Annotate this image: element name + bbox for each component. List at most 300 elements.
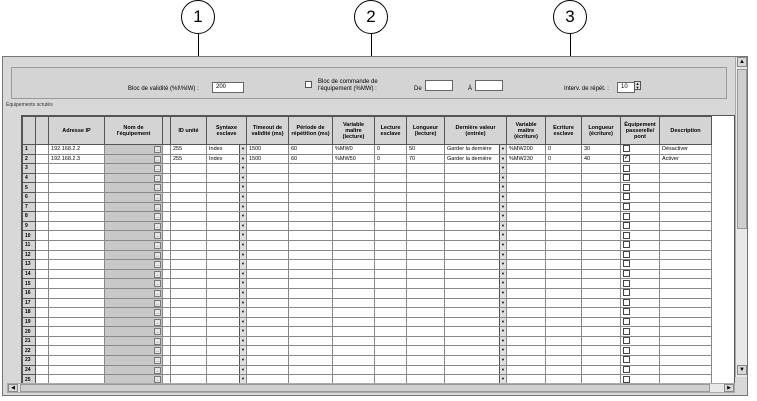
- cell-len-write[interactable]: [582, 212, 621, 222]
- cell-unit[interactable]: [171, 279, 207, 289]
- cell-slave-read[interactable]: [375, 202, 407, 212]
- browse-icon[interactable]: …: [155, 175, 160, 181]
- table-row[interactable]: [23, 240, 712, 250]
- cell-len-write[interactable]: [582, 240, 621, 250]
- cell-timeout[interactable]: [247, 298, 289, 308]
- chevron-down-icon[interactable]: ▼: [239, 193, 246, 202]
- chevron-down-icon[interactable]: ▼: [499, 155, 506, 164]
- cell-var-write[interactable]: [507, 164, 546, 174]
- cell-slave-read[interactable]: [375, 173, 407, 183]
- cell-timeout[interactable]: [247, 240, 289, 250]
- cell-timeout[interactable]: [247, 269, 289, 279]
- validity-input[interactable]: 200: [212, 82, 244, 93]
- chevron-down-icon[interactable]: ▼: [239, 327, 246, 336]
- bridge-checkbox[interactable]: [623, 318, 630, 325]
- row-select[interactable]: [36, 269, 49, 279]
- cell-slave-read[interactable]: [375, 288, 407, 298]
- cell-len-read[interactable]: [407, 202, 445, 212]
- cell-unit[interactable]: [171, 183, 207, 193]
- cell-var-write[interactable]: [507, 317, 546, 327]
- bridge-checkbox[interactable]: [623, 376, 630, 383]
- cell-ip[interactable]: [49, 202, 105, 212]
- browse-icon[interactable]: …: [155, 185, 160, 191]
- cell-var-read[interactable]: [333, 288, 375, 298]
- bridge-checkbox[interactable]: [623, 270, 630, 277]
- cell-name[interactable]: [105, 327, 163, 337]
- cell-description[interactable]: [660, 327, 712, 337]
- chevron-down-icon[interactable]: ▼: [499, 183, 506, 192]
- browse-icon[interactable]: …: [155, 156, 160, 162]
- cell-last-value[interactable]: [445, 164, 507, 174]
- from-input[interactable]: [425, 80, 453, 91]
- cell-slave-write[interactable]: [546, 288, 582, 298]
- cell-syntax[interactable]: [207, 145, 247, 155]
- cell-len-write[interactable]: 40: [582, 154, 621, 164]
- cell-last-value[interactable]: [445, 231, 507, 241]
- cell-period[interactable]: [289, 260, 333, 270]
- bridge-checkbox[interactable]: [623, 280, 630, 287]
- cell-period[interactable]: [289, 221, 333, 231]
- cell-len-read[interactable]: [407, 183, 445, 193]
- cell-var-write[interactable]: [507, 250, 546, 260]
- table-row[interactable]: [23, 173, 712, 183]
- cell-timeout[interactable]: [247, 288, 289, 298]
- cell-bridge[interactable]: [621, 164, 660, 174]
- cell-len-write[interactable]: [582, 346, 621, 356]
- table-row[interactable]: [23, 327, 712, 337]
- cell-timeout[interactable]: [247, 317, 289, 327]
- cell-timeout[interactable]: [247, 173, 289, 183]
- cell-last-value[interactable]: [445, 183, 507, 193]
- cell-len-write[interactable]: [582, 164, 621, 174]
- table-row[interactable]: [23, 269, 712, 279]
- chevron-down-icon[interactable]: ▼: [239, 375, 246, 384]
- cell-last-value[interactable]: [445, 192, 507, 202]
- cell-ip[interactable]: [49, 164, 105, 174]
- cell-timeout[interactable]: [247, 221, 289, 231]
- col-var-read[interactable]: Variable maître (lecture): [333, 117, 375, 145]
- cell-unit[interactable]: [171, 365, 207, 375]
- chevron-down-icon[interactable]: ▼: [239, 222, 246, 231]
- row-select[interactable]: [36, 365, 49, 375]
- cell-period[interactable]: [289, 298, 333, 308]
- chevron-down-icon[interactable]: ▼: [499, 231, 506, 240]
- cell-len-read[interactable]: [407, 365, 445, 375]
- cell-unit[interactable]: 255: [171, 145, 207, 155]
- cell-var-write[interactable]: [507, 260, 546, 270]
- cell-var-read[interactable]: %MW50: [333, 154, 375, 164]
- browse-icon[interactable]: …: [155, 319, 160, 325]
- cell-var-write[interactable]: %MW230: [507, 154, 546, 164]
- table-row[interactable]: [23, 221, 712, 231]
- cell-slave-read[interactable]: [375, 365, 407, 375]
- cell-name[interactable]: [105, 260, 163, 270]
- cell-len-read[interactable]: [407, 279, 445, 289]
- chevron-down-icon[interactable]: ▼: [499, 260, 506, 269]
- browse-icon[interactable]: …: [155, 348, 160, 354]
- table-row[interactable]: [23, 279, 712, 289]
- cell-syntax[interactable]: [207, 202, 247, 212]
- cell-syntax[interactable]: [207, 269, 247, 279]
- chevron-down-icon[interactable]: ▼: [499, 241, 506, 250]
- cell-period[interactable]: [289, 250, 333, 260]
- cell-last-value[interactable]: [445, 327, 507, 337]
- cell-name[interactable]: [105, 231, 163, 241]
- cell-len-write[interactable]: [582, 192, 621, 202]
- cell-var-read[interactable]: [333, 183, 375, 193]
- cell-len-write[interactable]: [582, 260, 621, 270]
- cell-slave-write[interactable]: [546, 346, 582, 356]
- chevron-down-icon[interactable]: ▼: [239, 366, 246, 375]
- cell-last-value[interactable]: [445, 279, 507, 289]
- cell-len-read[interactable]: [407, 346, 445, 356]
- cell-period[interactable]: [289, 356, 333, 366]
- cell-len-read[interactable]: [407, 221, 445, 231]
- cell-unit[interactable]: [171, 356, 207, 366]
- chevron-down-icon[interactable]: ▼: [499, 375, 506, 384]
- cell-unit[interactable]: [171, 164, 207, 174]
- browse-icon[interactable]: …: [155, 310, 160, 316]
- cell-bridge[interactable]: [621, 192, 660, 202]
- cell-unit[interactable]: [171, 317, 207, 327]
- cell-period[interactable]: [289, 183, 333, 193]
- cell-len-write[interactable]: [582, 298, 621, 308]
- interval-input[interactable]: 10: [617, 82, 635, 93]
- cell-description[interactable]: [660, 298, 712, 308]
- row-select[interactable]: [36, 288, 49, 298]
- cell-bridge[interactable]: [621, 288, 660, 298]
- cell-slave-write[interactable]: [546, 356, 582, 366]
- browse-icon[interactable]: …: [155, 290, 160, 296]
- scroll-right-icon[interactable]: ▶: [724, 384, 734, 392]
- cell-bridge[interactable]: [621, 231, 660, 241]
- cell-var-write[interactable]: [507, 183, 546, 193]
- cell-description[interactable]: [660, 202, 712, 212]
- cell-var-read[interactable]: [333, 212, 375, 222]
- cell-description[interactable]: [660, 317, 712, 327]
- browse-icon[interactable]: …: [155, 338, 160, 344]
- cell-var-write[interactable]: [507, 221, 546, 231]
- cell-syntax[interactable]: [207, 356, 247, 366]
- cell-slave-write[interactable]: [546, 173, 582, 183]
- cell-var-read[interactable]: [333, 336, 375, 346]
- cell-period[interactable]: [289, 231, 333, 241]
- cell-period[interactable]: [289, 212, 333, 222]
- row-select[interactable]: [36, 173, 49, 183]
- chevron-down-icon[interactable]: ▼: [239, 203, 246, 212]
- cell-period[interactable]: [289, 288, 333, 298]
- cell-syntax[interactable]: [207, 221, 247, 231]
- chevron-down-icon[interactable]: ▼: [499, 356, 506, 365]
- cell-period[interactable]: [289, 317, 333, 327]
- cell-name[interactable]: [105, 164, 163, 174]
- cell-len-read[interactable]: [407, 192, 445, 202]
- cell-syntax[interactable]: [207, 240, 247, 250]
- cell-last-value[interactable]: [445, 336, 507, 346]
- cell-unit[interactable]: [171, 231, 207, 241]
- chevron-down-icon[interactable]: ▼: [239, 183, 246, 192]
- cell-description[interactable]: [660, 288, 712, 298]
- chevron-down-icon[interactable]: ▼: [499, 251, 506, 260]
- cell-description[interactable]: [660, 336, 712, 346]
- cell-name[interactable]: [105, 173, 163, 183]
- table-row[interactable]: [23, 298, 712, 308]
- cell-len-read[interactable]: [407, 317, 445, 327]
- cell-unit[interactable]: [171, 202, 207, 212]
- cell-len-write[interactable]: [582, 221, 621, 231]
- cell-name[interactable]: [105, 250, 163, 260]
- cell-bridge[interactable]: [621, 346, 660, 356]
- cell-ip[interactable]: [49, 173, 105, 183]
- cell-syntax[interactable]: [207, 346, 247, 356]
- cell-period[interactable]: [289, 240, 333, 250]
- cell-syntax[interactable]: [207, 260, 247, 270]
- chevron-down-icon[interactable]: ▼: [239, 299, 246, 308]
- cell-bridge[interactable]: [621, 365, 660, 375]
- cell-syntax[interactable]: [207, 231, 247, 241]
- chevron-down-icon[interactable]: ▼: [239, 337, 246, 346]
- table-row[interactable]: [23, 346, 712, 356]
- cell-period[interactable]: [289, 279, 333, 289]
- cell-name[interactable]: [105, 269, 163, 279]
- cell-var-read[interactable]: [333, 202, 375, 212]
- chevron-down-icon[interactable]: ▼: [499, 164, 506, 173]
- cell-ip[interactable]: [49, 231, 105, 241]
- scroll-up-icon[interactable]: ▲: [737, 57, 747, 67]
- cell-last-value[interactable]: [445, 298, 507, 308]
- row-select[interactable]: [36, 231, 49, 241]
- cell-name[interactable]: [105, 212, 163, 222]
- col-bridge[interactable]: Équipement passerelle/ pont: [621, 117, 660, 145]
- cell-len-write[interactable]: [582, 356, 621, 366]
- cell-timeout[interactable]: [247, 279, 289, 289]
- col-timeout[interactable]: Timeout de validité (ms): [247, 117, 289, 145]
- cell-last-value[interactable]: [445, 154, 507, 164]
- cell-len-write[interactable]: [582, 279, 621, 289]
- bridge-checkbox[interactable]: [623, 337, 630, 344]
- cell-syntax[interactable]: [207, 298, 247, 308]
- cell-var-write[interactable]: [507, 298, 546, 308]
- cell-slave-read[interactable]: [375, 221, 407, 231]
- cell-ip[interactable]: 192.168.2.3: [49, 154, 105, 164]
- cell-name[interactable]: [105, 154, 163, 164]
- browse-icon[interactable]: …: [155, 329, 160, 335]
- cell-bridge[interactable]: [621, 260, 660, 270]
- bridge-checkbox[interactable]: [623, 174, 630, 181]
- cell-name[interactable]: [105, 145, 163, 155]
- cell-var-write[interactable]: [507, 279, 546, 289]
- cell-syntax[interactable]: [207, 164, 247, 174]
- cell-len-write[interactable]: [582, 365, 621, 375]
- cell-var-read[interactable]: [333, 346, 375, 356]
- chevron-down-icon[interactable]: ▼: [499, 308, 506, 317]
- cell-var-write[interactable]: [507, 173, 546, 183]
- cell-len-write[interactable]: [582, 336, 621, 346]
- cell-last-value[interactable]: [445, 250, 507, 260]
- cell-timeout[interactable]: [247, 202, 289, 212]
- row-select[interactable]: [36, 145, 49, 155]
- cell-bridge[interactable]: [621, 327, 660, 337]
- cell-ip[interactable]: [49, 308, 105, 318]
- chevron-down-icon[interactable]: ▼: [239, 308, 246, 317]
- cell-description[interactable]: [660, 365, 712, 375]
- cell-var-read[interactable]: [333, 327, 375, 337]
- cell-slave-read[interactable]: [375, 183, 407, 193]
- cell-description[interactable]: [660, 308, 712, 318]
- cell-len-read[interactable]: [407, 164, 445, 174]
- cell-slave-read[interactable]: 0: [375, 154, 407, 164]
- cell-bridge[interactable]: [621, 317, 660, 327]
- cell-ip[interactable]: [49, 327, 105, 337]
- chevron-down-icon[interactable]: ▼: [499, 270, 506, 279]
- cell-description[interactable]: [660, 173, 712, 183]
- cell-len-read[interactable]: [407, 260, 445, 270]
- col-description[interactable]: Description: [660, 117, 712, 145]
- cell-bridge[interactable]: [621, 336, 660, 346]
- cell-len-write[interactable]: [582, 317, 621, 327]
- cell-name[interactable]: [105, 365, 163, 375]
- cell-var-read[interactable]: [333, 240, 375, 250]
- cell-len-write[interactable]: [582, 327, 621, 337]
- chevron-down-icon[interactable]: ▼: [499, 222, 506, 231]
- cell-slave-write[interactable]: [546, 269, 582, 279]
- cell-var-write[interactable]: [507, 327, 546, 337]
- scroll-down-icon[interactable]: ▼: [737, 365, 747, 375]
- cell-var-read[interactable]: %MW0: [333, 145, 375, 155]
- col-ip[interactable]: Adresse IP: [49, 117, 105, 145]
- cell-syntax[interactable]: [207, 212, 247, 222]
- cell-ip[interactable]: [49, 317, 105, 327]
- cell-description[interactable]: [660, 250, 712, 260]
- cell-syntax[interactable]: [207, 317, 247, 327]
- cell-slave-read[interactable]: [375, 298, 407, 308]
- cell-last-value[interactable]: [445, 202, 507, 212]
- cell-unit[interactable]: [171, 327, 207, 337]
- cell-name[interactable]: [105, 308, 163, 318]
- cell-var-write[interactable]: [507, 269, 546, 279]
- row-select[interactable]: [36, 308, 49, 318]
- cell-slave-write[interactable]: 0: [546, 145, 582, 155]
- horizontal-scrollbar[interactable]: [7, 383, 735, 393]
- bridge-checkbox[interactable]: [623, 213, 630, 220]
- cell-var-read[interactable]: [333, 308, 375, 318]
- cell-len-read[interactable]: [407, 250, 445, 260]
- cell-len-read[interactable]: [407, 173, 445, 183]
- browse-icon[interactable]: …: [155, 242, 160, 248]
- browse-icon[interactable]: …: [155, 223, 160, 229]
- table-row[interactable]: [23, 288, 712, 298]
- cell-unit[interactable]: [171, 269, 207, 279]
- cell-name[interactable]: [105, 221, 163, 231]
- cell-syntax[interactable]: [207, 279, 247, 289]
- cell-syntax[interactable]: [207, 192, 247, 202]
- row-select[interactable]: [36, 317, 49, 327]
- col-last-value[interactable]: Dernière valeur (entrée): [445, 117, 507, 145]
- cell-slave-read[interactable]: [375, 356, 407, 366]
- cell-name[interactable]: [105, 240, 163, 250]
- cell-slave-write[interactable]: [546, 240, 582, 250]
- cell-bridge[interactable]: [621, 202, 660, 212]
- table-row[interactable]: [23, 183, 712, 193]
- cell-timeout[interactable]: [247, 336, 289, 346]
- cell-len-read[interactable]: [407, 298, 445, 308]
- table-row[interactable]: [23, 260, 712, 270]
- cell-var-read[interactable]: [333, 279, 375, 289]
- cell-slave-write[interactable]: [546, 212, 582, 222]
- cell-description[interactable]: [660, 260, 712, 270]
- cell-description[interactable]: [660, 192, 712, 202]
- bridge-checkbox[interactable]: [623, 165, 630, 172]
- cell-description[interactable]: [660, 346, 712, 356]
- cell-len-write[interactable]: [582, 183, 621, 193]
- cell-last-value[interactable]: [445, 365, 507, 375]
- cell-last-value[interactable]: [445, 269, 507, 279]
- cell-timeout[interactable]: 1500: [247, 145, 289, 155]
- cell-ip[interactable]: [49, 365, 105, 375]
- cell-bridge[interactable]: [621, 269, 660, 279]
- col-var-write[interactable]: Variable maître (écriture): [507, 117, 546, 145]
- browse-icon[interactable]: …: [155, 358, 160, 364]
- chevron-down-icon[interactable]: ▼: [239, 356, 246, 365]
- cell-ip[interactable]: [49, 356, 105, 366]
- cell-syntax[interactable]: [207, 154, 247, 164]
- browse-icon[interactable]: …: [155, 377, 160, 383]
- cell-ip[interactable]: [49, 269, 105, 279]
- cell-slave-read[interactable]: [375, 308, 407, 318]
- chevron-down-icon[interactable]: ▼: [239, 145, 246, 154]
- chevron-down-icon[interactable]: ▼: [239, 231, 246, 240]
- table-row[interactable]: [23, 212, 712, 222]
- table-row[interactable]: [23, 154, 712, 164]
- cell-unit[interactable]: [171, 192, 207, 202]
- bridge-checkbox[interactable]: [623, 232, 630, 239]
- cell-len-read[interactable]: [407, 269, 445, 279]
- chevron-down-icon[interactable]: ▼: [499, 318, 506, 327]
- cell-name[interactable]: [105, 298, 163, 308]
- cell-timeout[interactable]: [247, 327, 289, 337]
- cell-slave-read[interactable]: [375, 346, 407, 356]
- cell-var-read[interactable]: [333, 173, 375, 183]
- col-unit[interactable]: ID unité: [171, 117, 207, 145]
- scroll-left-icon[interactable]: ◀: [8, 384, 18, 392]
- cell-var-write[interactable]: [507, 192, 546, 202]
- cell-len-read[interactable]: [407, 336, 445, 346]
- bridge-checkbox[interactable]: [623, 260, 630, 267]
- cell-unit[interactable]: [171, 288, 207, 298]
- bridge-checkbox[interactable]: [623, 366, 630, 373]
- cell-bridge[interactable]: [621, 298, 660, 308]
- cell-last-value[interactable]: [445, 240, 507, 250]
- cell-timeout[interactable]: [247, 356, 289, 366]
- cell-ip[interactable]: [49, 260, 105, 270]
- cell-var-write[interactable]: [507, 365, 546, 375]
- cell-last-value[interactable]: [445, 221, 507, 231]
- cell-ip[interactable]: [49, 346, 105, 356]
- browse-icon[interactable]: …: [155, 233, 160, 239]
- cell-slave-write[interactable]: 0: [546, 154, 582, 164]
- table-row[interactable]: [23, 231, 712, 241]
- cell-ip[interactable]: [49, 336, 105, 346]
- chevron-down-icon[interactable]: ▼: [239, 260, 246, 269]
- chevron-down-icon[interactable]: ▼: [499, 346, 506, 355]
- row-select[interactable]: [36, 298, 49, 308]
- cell-slave-read[interactable]: [375, 317, 407, 327]
- col-len-read[interactable]: Longueur (lecture): [407, 117, 445, 145]
- cell-var-write[interactable]: %MW200: [507, 145, 546, 155]
- browse-icon[interactable]: …: [155, 281, 160, 287]
- command-block-checkbox[interactable]: [305, 81, 312, 88]
- cell-period[interactable]: [289, 308, 333, 318]
